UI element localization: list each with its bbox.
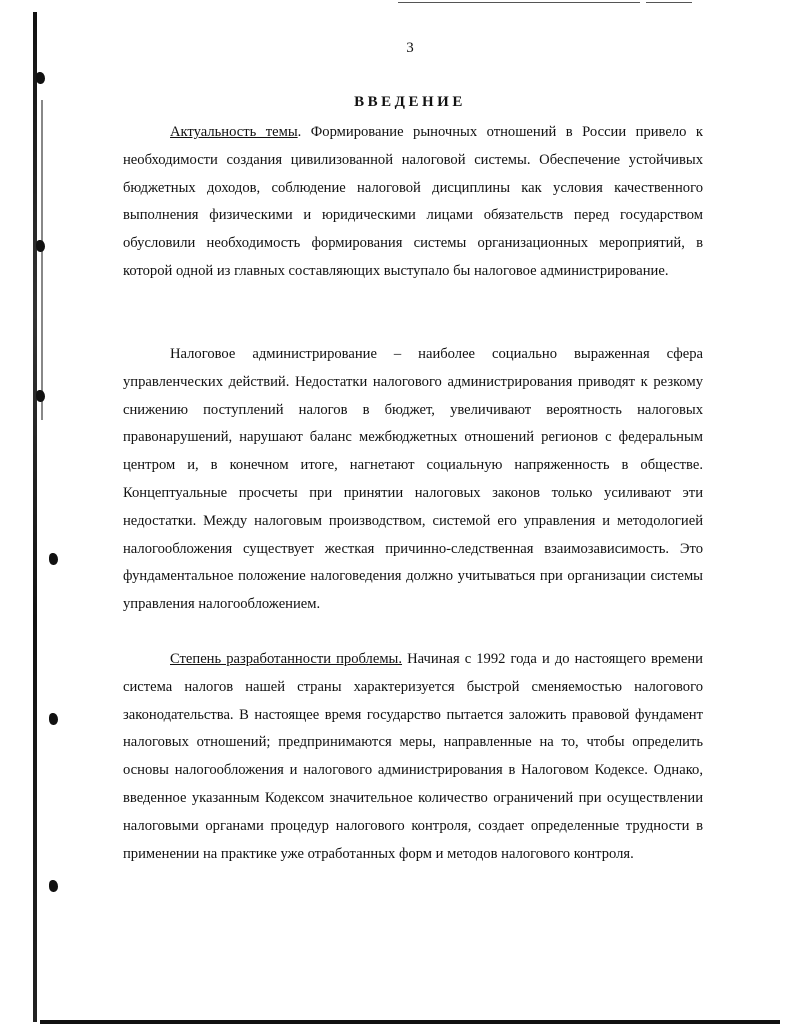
binding-hole-mark (36, 72, 45, 84)
binding-edge-shadow (41, 100, 43, 420)
binding-edge (33, 12, 37, 1022)
paragraph-text: Налоговое администрирование – наиболее социально выраженная сфера управленческих действий. Недостатки налогового администрирования приводят к резкому снижению поступлений налогов в бюджет, увеличивают вероятность налоговых правонарушений, нарушают баланс межбюджетных отношений регионов с федеральным центром и, в конечном итоге, нагнетают социальную напряженность в обществе. Концептуальные просчеты при принятии налоговых законов только усиливают эти недостатки. Между налоговым производством, системой его управления и методологией налогообложения существует жесткая причинно-следственная взаимозависимость. Это фундаментальное положение налоговедения должно учитываться при организации системы управления налогообложением. (123, 346, 703, 613)
paragraph-relevance (123, 119, 703, 286)
paragraph-text: . Формирование рыночных отношений в России привело к необходимости создания цивилизованной налоговой системы. Обеспечение устойчивых бюджетных доходов, соблюдение налоговой дисциплины как условия качественного выполнения физическими и юридическими лицами обязательств перед государством обусловили необходимость формирования системы организационных мероприятий, в которой одной из главных составляющих выступало бы налоговое администрирование. (123, 124, 703, 279)
paragraph-heading: Актуальность темы (170, 124, 298, 140)
paragraph-tax-administration (123, 341, 703, 619)
scan-edge-line (398, 2, 640, 3)
scan-bottom-edge (40, 1020, 780, 1024)
paragraph-text: Начиная с 1992 года и до настоящего времени система налогов нашей страны характеризуется быстрой сменяемостью налогового законодательства. В настоящее время государство пытается заложить правовой фундамент налоговых отношений; предпринимаются меры, направленные на то, чтобы определить основы налогообложения и налогового администрирования в Налоговом Кодексе. Однако, введенное указанным Кодексом значительное количество ограничений при осуществлении налоговыми органами процедур налогового контроля, создает определенные трудности в применении на практике уже отработанных форм и методов налогового контроля. (123, 651, 703, 862)
page-number: 3 (406, 40, 414, 56)
page-title: ВВЕДЕНИЕ (354, 94, 466, 110)
paragraph-heading: Степень разработанности проблемы. (170, 651, 403, 667)
binding-hole-mark (49, 553, 58, 565)
binding-hole-mark (49, 713, 58, 725)
scan-edge-line (646, 2, 692, 3)
binding-hole-mark (36, 240, 45, 252)
paragraph-problem-study (123, 646, 703, 868)
binding-hole-mark (49, 880, 58, 892)
binding-hole-mark (36, 390, 45, 402)
